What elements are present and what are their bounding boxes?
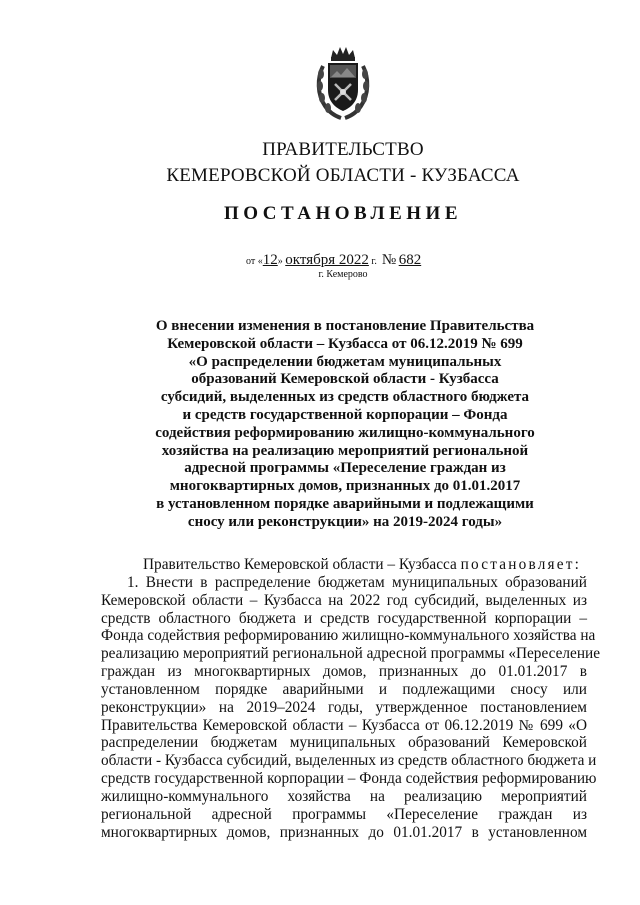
body-line: средств государственной корпорации – Фонда содействия реформированию bbox=[101, 770, 597, 788]
government-name-line2: КЕМЕРОВСКОЙ ОБЛАСТИ - КУЗБАССА bbox=[166, 165, 520, 186]
date-year-suffix: г. bbox=[368, 256, 377, 267]
body-line: 1. Внести в распределение бюджетам муниципальных образований bbox=[127, 573, 587, 591]
title-line: в установленном порядке аварийными и подлежащими bbox=[156, 495, 534, 512]
body-line: средств областного бюджета и средств государственной корпорации – bbox=[101, 609, 587, 627]
title-line: содействия реформированию жилищно-коммунального bbox=[155, 424, 535, 441]
title-line: О внесении изменения в постановление Правительства bbox=[155, 318, 535, 334]
document-body bbox=[101, 556, 600, 842]
title-line: образований Кемеровской области - Кузбасса bbox=[191, 371, 499, 388]
title-line: адресной программы «Переселение граждан из bbox=[184, 460, 506, 477]
date-day: 12 bbox=[262, 252, 278, 268]
date-month-year: октября 2022 bbox=[285, 252, 369, 268]
title-line: и средств государственной корпорации – Фонда bbox=[182, 406, 508, 423]
date-mid: » bbox=[277, 256, 286, 267]
document-number: 682 bbox=[398, 252, 422, 268]
title-line: хозяйства на реализацию мероприятий региональной bbox=[161, 442, 529, 459]
document-city: г. Кемерово bbox=[318, 269, 368, 280]
body-line: установленном порядке аварийными и подлежащими сносу или bbox=[101, 680, 587, 698]
body-line: многоквартирных домов, признанных до 01.01.2017 в установленном bbox=[101, 823, 587, 841]
date-from-label: от « bbox=[246, 256, 263, 267]
kemerovo-coat-of-arms-icon bbox=[313, 44, 373, 120]
body-intro bbox=[101, 556, 587, 574]
intro-text: Правительство Кемеровской области – Кузбасса bbox=[143, 556, 461, 573]
document-dateline bbox=[246, 252, 421, 269]
document-type: ПОСТАНОВЛЕНИЕ bbox=[223, 203, 463, 224]
document-title bbox=[140, 318, 550, 532]
title-line: многоквартирных домов, признанных до 01.01.2017 bbox=[169, 478, 521, 495]
title-line: «О распределении бюджетам муниципальных bbox=[188, 353, 502, 370]
body-line: реализацию мероприятий региональной адресной программы «Переселение bbox=[101, 645, 600, 663]
body-line: граждан из многоквартирных домов, признанных до 01.01.2017 в bbox=[101, 663, 587, 681]
title-line: субсидий, выделенных из средств областного бюджета bbox=[160, 389, 530, 406]
body-line: области - Кузбасса субсидий, выделенных из средств областного бюджета и bbox=[101, 752, 597, 770]
body-line: жилищно-коммунального хозяйства на реализацию мероприятий bbox=[101, 787, 587, 805]
title-line: Кемеровской области – Кузбасса от 06.12.2019 № 699 bbox=[167, 335, 523, 352]
body-line: региональной адресной программы «Переселение граждан из bbox=[101, 805, 587, 823]
body-line: реконструкции» на 2019–2024 годы, утвержденное постановлением bbox=[101, 698, 587, 716]
body-line: Правительства Кемеровской области – Кузбасса от 06.12.2019 № 699 «О bbox=[101, 716, 587, 734]
body-line: распределении бюджетам муниципальных образований Кемеровской bbox=[101, 734, 587, 752]
number-label: № bbox=[381, 252, 397, 268]
title-line: сносу или реконструкции» на 2019-2024 годы» bbox=[187, 513, 503, 530]
body-line: Фонда содействия реформированию жилищно-коммунального хозяйства на bbox=[101, 627, 596, 645]
government-name-line1: ПРАВИТЕЛЬСТВО bbox=[262, 139, 424, 160]
intro-action: постановляет: bbox=[460, 556, 582, 573]
body-line: Кемеровской области – Кузбасса на 2022 год субсидий, выделенных из bbox=[101, 591, 587, 609]
